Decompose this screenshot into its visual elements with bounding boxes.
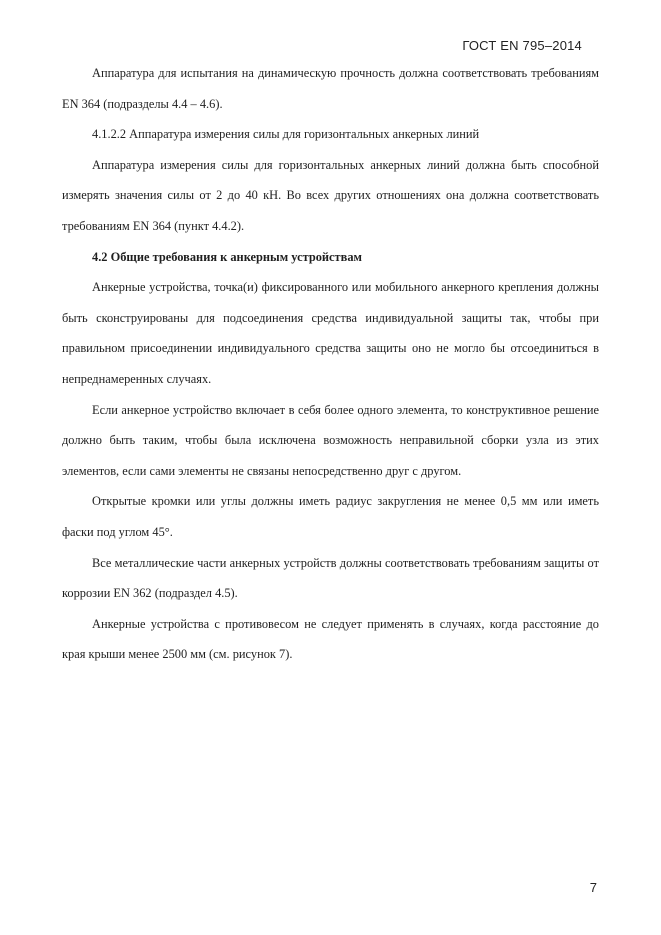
paragraph-multiple-elements: Если анкерное устройство включает в себя более одного элемента, то конструктивное решение должно быть таким, чтобы была исключена возможность неправильной сборки узла из этих элементов, если сами элементы не связаны непосредственно друг с другом.	[62, 402, 599, 478]
clause-4-1-2-2-title: 4.1.2.2 Аппаратура измерения силы для горизонтальных анкерных линий	[92, 127, 480, 142]
paragraph-anchor-devices-connection: Анкерные устройства, точка(и) фиксированного или мобильного анкерного крепления должны быть сконструированы для подсоединения средства индивидуальной защиты так, чтобы при правильном присоединении индивидуального средства защиты оно не могло бы отсоединиться в непреднамеренных случаях.	[62, 280, 599, 386]
document-body	[62, 58, 599, 670]
page-number: 7	[589, 880, 597, 895]
document-code-header: ГОСТ EN 795–2014	[462, 38, 582, 53]
paragraph-force-measurement-apparatus: Аппаратура измерения силы для горизонтальных анкерных линий должна быть способной измерять значения силы от 2 до 40 кН. Во всех других отношениях она должна соответствовать требованиям EN 364 (пункт 4.4.2).	[62, 157, 599, 233]
paragraph-dynamic-strength-apparatus: Аппаратура для испытания на динамическую прочность должна соответствовать требованиям EN 364 (подразделы 4.4 – 4.6).	[62, 66, 599, 111]
paragraph-corrosion-protection: Все металлические части анкерных устройств должны соответствовать требованиям защиты от коррозии EN 362 (подраздел 4.5).	[62, 555, 599, 601]
section-heading-4-2: 4.2 Общие требования к анкерным устройствам	[92, 249, 362, 264]
paragraph-counterweight-devices: Анкерные устройства с противовесом не следует применять в случаях, когда расстояние до края крыши менее 2500 мм (см. рисунок 7).	[62, 616, 599, 662]
paragraph-open-edges: Открытые кромки или углы должны иметь радиус закругления не менее 0,5 мм или иметь фаски под углом 45°.	[62, 494, 599, 539]
